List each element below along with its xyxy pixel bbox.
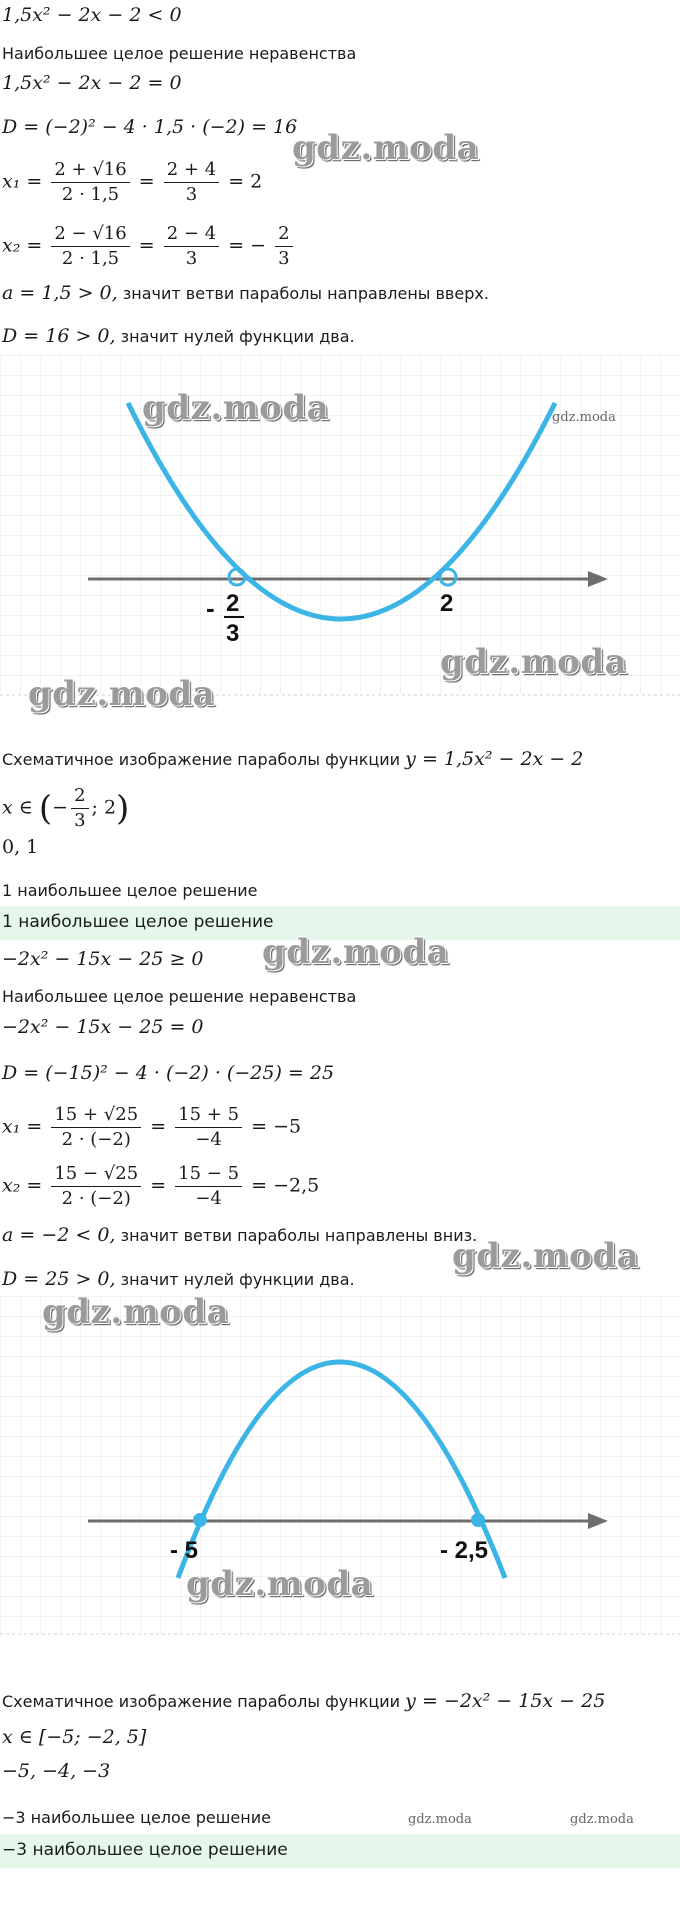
x2-result-fraction: $\frac{2}{3}$: [275, 222, 292, 271]
label-right: - 2,5: [440, 1537, 489, 1564]
task1-heading: Наибольшее целое решение неравенства: [2, 44, 357, 63]
x1-fraction: $\frac{15 + √25}{2 \cdot (-2)}$: [51, 1103, 141, 1152]
label-left-den: 3: [226, 620, 240, 647]
task1-root-x2: x₂ = $\frac{2 - √16}{2 \cdot 1,5}$ = $\frac{2 - 4}{3}$ = − $\frac{2}{3}$: [2, 222, 296, 271]
x2-fraction: $\frac{2 - √16}{2 \cdot 1,5}$: [51, 222, 129, 271]
task2-equation: −2x² − 15x − 25 = 0: [2, 1016, 204, 1038]
root-point-left: [193, 1513, 207, 1527]
watermark-logo: gdz.moda: [440, 642, 628, 682]
task1-a-condition: a = 1,5 > 0, значит ветви параболы направлены вверх.: [2, 282, 489, 304]
x1-fraction-simplified: $\frac{15 + 5}{-4}$: [175, 1103, 242, 1152]
task1-integers: 0, 1: [2, 836, 39, 858]
task2-answer-highlight: −3 наибольшее целое решение: [0, 1834, 680, 1868]
label-left: - 5: [170, 1537, 199, 1564]
watermark-small: gdz.moda: [570, 1812, 634, 1827]
task2-integers: −5, −4, −3: [2, 1760, 111, 1782]
task2-a-condition: a = −2 < 0, значит ветви параболы направлены вниз.: [2, 1224, 478, 1246]
task2-answer-plain: −3 наибольшее целое решение: [2, 1808, 271, 1827]
task2-caption: Схематичное изображение параболы функции y = −2x² − 15x − 25: [2, 1690, 606, 1712]
x2-fraction-simplified: $\frac{15 - 5}{-4}$: [175, 1162, 242, 1211]
root-point-right: [471, 1513, 485, 1527]
task2-heading: Наибольшее целое решение неравенства: [2, 987, 357, 1006]
task1-equation: 1,5x² − 2x − 2 = 0: [2, 72, 182, 94]
x1-fraction-simplified: $\frac{2 + 4}{3}$: [164, 158, 219, 207]
watermark-logo: gdz.moda: [262, 932, 450, 972]
task2-discriminant: D = (−15)² − 4 · (−2) · (−25) = 25: [2, 1062, 335, 1084]
task2-d-condition: D = 25 > 0, значит нулей функции два.: [2, 1268, 355, 1290]
watermark-logo: gdz.moda: [142, 388, 330, 428]
watermark-logo: gdz.moda: [42, 1292, 230, 1332]
task1-answer-highlight: 1 наибольшее целое решение: [0, 906, 680, 940]
task1-inequality: 1,5x² − 2x − 2 < 0: [2, 4, 182, 26]
task2-interval: x ∈ [−5; −2, 5]: [2, 1726, 147, 1748]
task1-d-condition: D = 16 > 0, значит нулей функции два.: [2, 325, 355, 347]
x2-fraction: $\frac{15 - √25}{2 \cdot (-2)}$: [51, 1162, 141, 1211]
task1-interval: x ∈ (− $\frac{2}{3}$ ; 2): [2, 785, 130, 831]
label-right: 2: [440, 590, 454, 617]
watermark-logo: gdz.moda: [452, 1236, 640, 1276]
task2-inequality: −2x² − 15x − 25 ≥ 0: [2, 948, 204, 970]
task2-root-x2: x₂ = $\frac{15 - √25}{2 \cdot (-2)}$ = $\frac{15 - 5}{-4}$ = −2,5: [2, 1163, 320, 1209]
task2-root-x1: x₁ = $\frac{15 + √25}{2 \cdot (-2)}$ = $\frac{15 + 5}{-4}$ = −5: [2, 1104, 302, 1150]
task1-caption: Схематичное изображение параболы функции y = 1,5x² − 2x − 2: [2, 748, 584, 770]
x1-fraction: $\frac{2 + √16}{2 \cdot 1,5}$: [51, 158, 129, 207]
watermark-logo: gdz.moda: [28, 674, 216, 714]
watermark-logo: gdz.moda: [186, 1564, 374, 1604]
task1-root-x1: x₁ = $\frac{2 + √16}{2 \cdot 1,5}$ = $\frac{2 + 4}{3}$ = 2: [2, 159, 263, 205]
x2-fraction-simplified: $\frac{2 - 4}{3}$: [164, 222, 219, 271]
task1-discriminant: D = (−2)² − 4 · 1,5 · (−2) = 16: [2, 116, 298, 138]
watermark-small: gdz.moda: [552, 410, 616, 425]
watermark-logo: gdz.moda: [292, 128, 480, 168]
label-left-num: 2: [226, 590, 240, 617]
watermark-small: gdz.moda: [408, 1812, 472, 1827]
task1-answer-plain: 1 наибольшее целое решение: [2, 881, 258, 900]
label-left-sign: -: [206, 593, 215, 623]
